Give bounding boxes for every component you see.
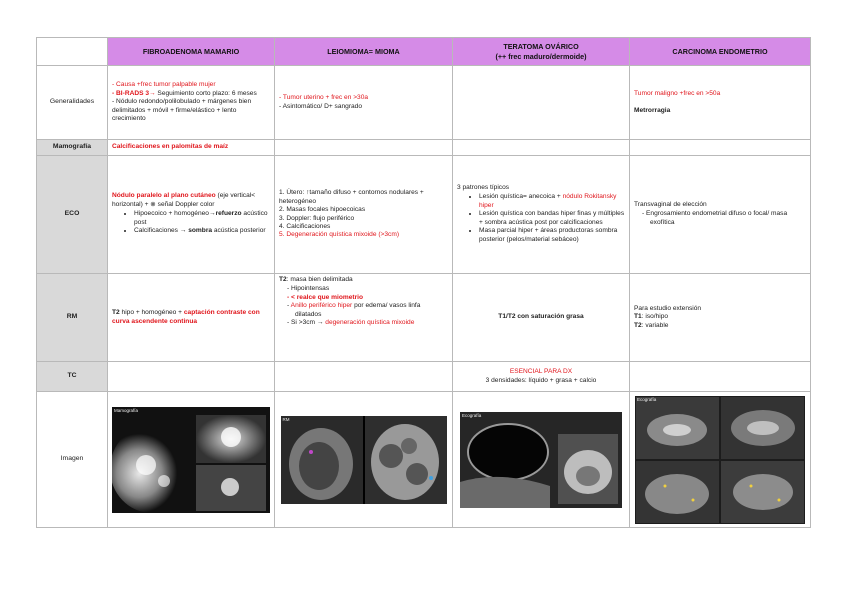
mamo-leiomioma	[275, 140, 453, 156]
mamo-fibroadenoma: Calcificaciones en palomitas de maíz	[108, 140, 275, 156]
rm-fibroadenoma: T2 hipo + homogéneo + captación contraste con curva ascendente continua	[108, 274, 275, 362]
gen-carcinoma: Tumor maligno +frec en >50a Metrorragia	[630, 66, 811, 140]
img-cell-fibroadenoma	[108, 392, 275, 528]
tc-leiomioma	[275, 362, 453, 392]
rm-leiomioma: T2: masa bien delimitada - Hipointensas - < realce que miometrio - Anillo periférico hiper por edema/ vasos linfa dilatados - Si >3cm → degeneración quística mixoide	[275, 274, 453, 362]
eco-teratoma: 3 patrones típicos • Lesión quística= anecoica + nódulo Rokitansky hiper • Lesión quística con bandas hiper finas y múltiples + sombra acústica post por calcificaciones • Masa parcial hiper + áreas productoras sombra posterior (pelos/material sebáceo)	[453, 156, 630, 274]
mri-image: RM	[281, 416, 447, 504]
row-tc	[37, 362, 811, 392]
teratoma-ultrasound-image: Ecografía	[460, 412, 622, 508]
header-carcinoma: CARCINOMA ENDOMETRIO	[630, 38, 811, 66]
comparison-table	[36, 37, 811, 528]
header-leiomioma: LEIOMIOMA= MIOMA	[275, 38, 453, 66]
row-label-generalidades: Generalidades	[37, 66, 108, 140]
eco-leiomioma: 1. Útero: ↑tamaño difuso + contornos nodulares + heterogéneo 2. Masas focales hipoecoicas 3. Doppler: flujo periférico 4. Calcificaciones 5. Degeneración quística mixoide (>3cm)	[275, 156, 453, 274]
img-cell-teratoma	[453, 392, 630, 528]
row-label-mamografia: Mamografía	[37, 140, 108, 156]
rm-carcinoma: Para estudio extensión T1: iso/hipo T2: variable	[630, 274, 811, 362]
corner-cell	[37, 38, 108, 66]
row-eco	[37, 156, 811, 274]
img-cell-carcinoma	[630, 392, 811, 528]
endometrium-ultrasound-image: Ecografía	[635, 396, 805, 524]
header-fibroadenoma: FIBROADENOMA MAMARIO	[108, 38, 275, 66]
row-rm	[37, 274, 811, 362]
mamo-teratoma	[453, 140, 630, 156]
row-label-tc: TC	[37, 362, 108, 392]
header-row	[37, 38, 811, 66]
row-label-eco: ECO	[37, 156, 108, 274]
mamo-carcinoma	[630, 140, 811, 156]
img-cell-leiomioma	[275, 392, 453, 528]
row-generalidades	[37, 66, 811, 140]
eco-carcinoma: Transvaginal de elección - Engrosamiento endometrial difuso o focal/ masa exofítica	[630, 156, 811, 274]
gen-leiomioma: - Tumor uterino + frec en >30a - Asintomático/ D+ sangrado	[275, 66, 453, 140]
row-label-imagen: Imagen	[37, 392, 108, 528]
row-mamografia	[37, 140, 811, 156]
row-label-rm: RM	[37, 274, 108, 362]
header-teratoma: TERATOMA OVÁRICO (++ frec maduro/dermoide)	[453, 38, 630, 66]
row-imagen	[37, 392, 811, 528]
mammography-image: Mamografía	[112, 407, 270, 513]
gen-fibroadenoma: - Causa +frec tumor palpable mujer - BI-RADS 3→ Seguimiento corto plazo: 6 meses - Nódulo redondo/polilobulado + márgenes bien delimitados + móvil + firme/elástico + lento crecimiento	[108, 66, 275, 140]
gen-teratoma	[453, 66, 630, 140]
tc-carcinoma	[630, 362, 811, 392]
rm-teratoma: T1/T2 con saturación grasa	[453, 274, 630, 362]
eco-fibroadenoma: Nódulo paralelo al plano cutáneo (eje vertical< horizontal) + ⊗ señal Doppler color • Hipoecoico + homogéneo→refuerzo acústico post • Calcificaciones → sombra acústica posterior	[108, 156, 275, 274]
tc-teratoma: ESENCIAL PARA DX 3 densidades: líquido + grasa + calcio	[453, 362, 630, 392]
tc-fibroadenoma	[108, 362, 275, 392]
